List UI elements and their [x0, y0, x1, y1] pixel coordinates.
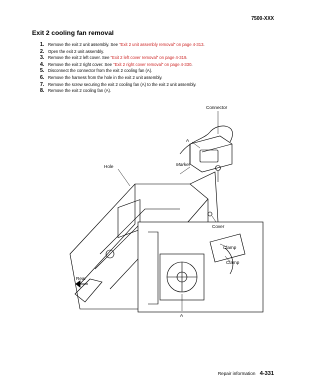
step-item — [40, 75, 280, 82]
step-item — [40, 49, 280, 56]
page-number: 4-331 — [259, 371, 274, 377]
step-number: 5. — [40, 68, 45, 75]
label-rear: Rear — [76, 276, 86, 281]
procedure-steps — [40, 42, 280, 95]
step-item — [40, 55, 280, 62]
step-number: 1. — [40, 42, 45, 48]
exploded-diagram — [40, 104, 272, 324]
label-clamp-1: Clamp — [223, 245, 237, 250]
step-text: Remove the exit 2 left cover. See — [48, 55, 111, 61]
label-clamp-2: Clamp — [226, 260, 240, 265]
step-number: 8. — [40, 88, 45, 95]
document-code: 7500-XXX — [251, 16, 274, 22]
section-title: Exit 2 cooling fan removal — [32, 30, 114, 37]
step-number: 6. — [40, 74, 45, 81]
label-a-top: A — [186, 138, 190, 143]
label-cover: Cover — [212, 224, 225, 229]
step-text: Remove the exit 2 cooling fan (A). — [48, 88, 112, 94]
step-item — [40, 88, 280, 95]
fan-bracket — [190, 136, 232, 172]
label-marker: Marker — [176, 162, 191, 167]
step-text: Open the exit 2 unit assembly. — [48, 48, 105, 54]
step-item — [40, 68, 280, 75]
footer-label: Repair information — [217, 371, 256, 376]
step-text: Remove the exit 2 unit assembly. See — [48, 42, 120, 47]
label-connector: Connector — [206, 105, 228, 110]
step-item — [40, 62, 280, 69]
cross-reference-link[interactable]: “Exit 2 left cover removal” on page 4-319 — [110, 55, 187, 61]
step-text: Remove the screw securing the exit 2 cooling fan (A) to the exit 2 unit assembly. — [48, 81, 197, 87]
step-text: Remove the exit 2 right cover. See — [48, 61, 114, 67]
step-number: 2. — [40, 48, 45, 55]
step-text-end: . — [186, 55, 188, 61]
label-a-bottom: A — [180, 313, 184, 318]
step-text-end: . — [191, 61, 193, 67]
step-item — [40, 42, 280, 49]
step-text: Remove the harness from the hole in the exit 2 unit assembly. — [48, 74, 163, 80]
step-number: 4. — [40, 61, 45, 68]
step-item — [40, 82, 280, 89]
inset-detail — [138, 222, 263, 312]
label-hole: Hole — [104, 164, 114, 169]
cross-reference-link[interactable]: “Exit 2 right cover removal” on page 4-330 — [113, 61, 192, 67]
step-number: 3. — [40, 55, 45, 62]
step-text-end: . — [203, 42, 205, 47]
step-number: 7. — [40, 81, 45, 88]
step-text: Disconnect the connector from the exit 2 cooling fan (A). — [48, 68, 153, 74]
page-footer — [218, 371, 274, 377]
cross-reference-link[interactable]: “Exit 2 unit assembly removal” on page 4-313 — [119, 42, 204, 47]
